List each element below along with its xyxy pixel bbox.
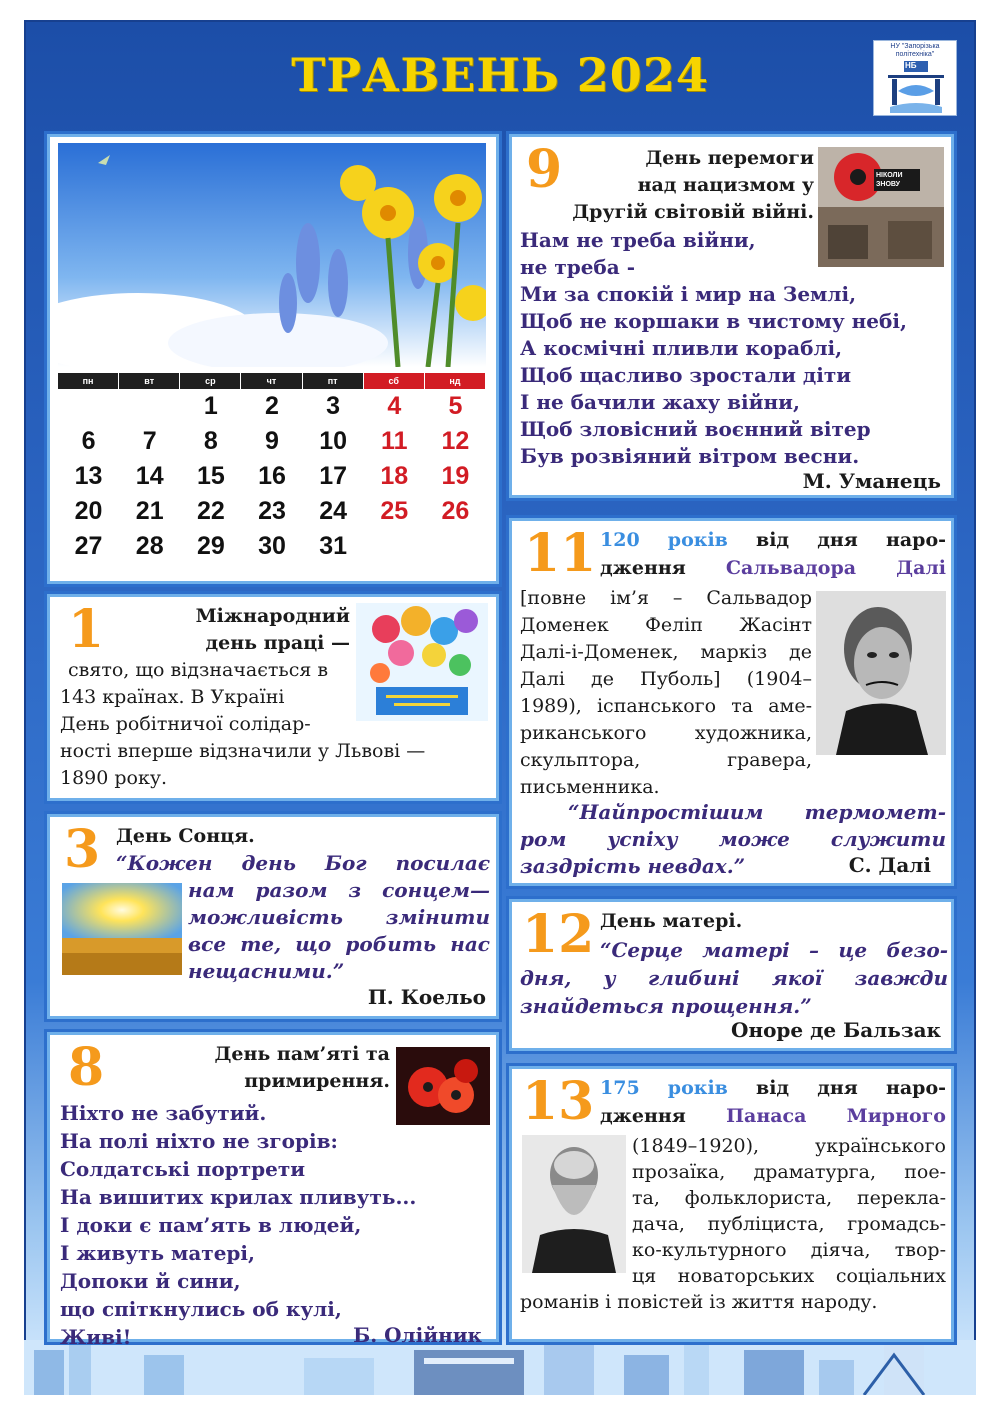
poem-line: Солдатські портрети — [60, 1157, 306, 1181]
poem-line: На вишитих крилах пливуть... — [60, 1185, 417, 1209]
calendar-day: 16 — [258, 462, 286, 490]
poem-line: І живуть матері, — [60, 1241, 255, 1265]
poem-author: Б. Олійник — [353, 1323, 482, 1347]
may13-panel — [509, 1066, 954, 1342]
event-heading — [600, 1077, 946, 1099]
calendar-panel — [47, 134, 499, 584]
quote-author: С. Далі — [848, 853, 931, 877]
poster-text: НІКОЛИ ЗНОВУ — [876, 172, 903, 188]
calendar-day: 23 — [258, 497, 286, 525]
may12-panel — [509, 899, 954, 1051]
poem-line: І не бачили жаху війни, — [520, 390, 800, 414]
calendar-day: 15 — [196, 462, 225, 490]
quote-block — [520, 936, 948, 1020]
weekday-thu: чт — [241, 373, 301, 389]
person-description — [520, 585, 812, 801]
weekday-sat: сб — [364, 373, 424, 389]
quote-line: дня, у глибині якої завжди — [520, 966, 948, 990]
poem-line: не треба - — [520, 255, 635, 279]
calendar-day: 2 — [265, 392, 279, 420]
calendar-day: 28 — [135, 532, 164, 560]
logo-mark-text: НБ — [905, 61, 917, 70]
calendar-day: 22 — [196, 497, 225, 525]
calendar-day: 31 — [319, 532, 348, 560]
calendar-day: 24 — [319, 497, 348, 525]
day-number: 11 — [524, 523, 597, 584]
heading-line: Другій світовій війні. — [572, 201, 814, 223]
may1-panel — [47, 594, 499, 801]
event-heading — [600, 529, 946, 551]
poem — [520, 227, 950, 470]
text-line: Доменек Феліп Жасінт — [520, 614, 812, 636]
text-line: дача, публіциста, громадсь- — [632, 1213, 946, 1235]
weekday-tue: вт — [119, 373, 179, 389]
calendar-day: 25 — [380, 497, 409, 525]
mirny-portrait — [522, 1135, 626, 1273]
poem-line: що спіткнулись об кулі, — [60, 1297, 342, 1321]
calendar-day — [364, 529, 425, 564]
day-number: 1 — [68, 599, 105, 660]
event-description — [60, 738, 490, 792]
text-line: романів і повістей із життя народу. — [520, 1291, 878, 1313]
poem-line: Щоб щасливо зростали діти — [520, 363, 852, 387]
calendar-day: 11 — [381, 427, 408, 455]
quote-line: заздрість невдах.” — [520, 854, 746, 878]
calendar-week — [58, 459, 486, 494]
poem — [60, 1099, 490, 1351]
balloons-flowers-image — [356, 603, 488, 721]
anniversary-years: 175 років — [600, 1077, 728, 1099]
weekday-wed: ср — [180, 373, 240, 389]
calendar-day: 13 — [74, 462, 103, 490]
event-heading — [170, 1041, 390, 1095]
event-heading: День матері. — [600, 910, 743, 932]
person-description — [520, 1263, 946, 1315]
day-number: 12 — [522, 904, 595, 965]
text-line: прозаїка, драматурга, пое- — [632, 1161, 946, 1183]
quote-line: “Найпростішим термомет- — [568, 800, 946, 824]
weekday-sun: нд — [425, 373, 485, 389]
calendar-day: 6 — [81, 427, 96, 455]
text-line: День робітничої солідар- — [60, 713, 311, 735]
event-heading — [600, 1105, 946, 1127]
text-line: (1849–1920), українського — [632, 1135, 946, 1157]
calendar-day: 29 — [196, 532, 225, 560]
quote-line: можливість змінити — [188, 905, 490, 929]
calendar-day — [119, 389, 180, 424]
heading-text: від дня наро- — [756, 529, 947, 551]
text-line: 143 країнах. В Україні — [60, 686, 285, 708]
poem-line: На полі ніхто не згорів: — [60, 1129, 338, 1153]
person-name: Панаса Мирного — [726, 1105, 946, 1127]
person-name: Сальвадора Далі — [725, 557, 946, 579]
day-number: 13 — [522, 1071, 595, 1132]
person-description — [632, 1133, 946, 1263]
quote-author: Оноре де Бальзак — [731, 1018, 941, 1042]
day-number: 9 — [526, 139, 563, 200]
anniversary-years: 120 років — [600, 529, 728, 551]
event-heading: День Сонця. — [116, 825, 255, 847]
calendar-grid — [58, 373, 486, 564]
text-line: свято, що відзначається в — [68, 659, 329, 681]
calendar-day: 5 — [448, 392, 463, 420]
quote-author: П. Коельо — [367, 985, 486, 1009]
poem-line: І доки є пам’ять в людей, — [60, 1213, 362, 1237]
calendar-day: 4 — [387, 392, 402, 420]
poem-line: Щоб не коршаки в чистому небі, — [520, 309, 907, 333]
quote-line: знайдеться прощення.” — [520, 994, 812, 1018]
text-line: письменника. — [520, 776, 660, 798]
calendar-week — [58, 389, 486, 424]
calendar-day: 17 — [319, 462, 348, 490]
text-line: Далі-і-Доменек, маркіз де — [520, 641, 812, 663]
spring-flowers-photo — [58, 143, 486, 367]
calendar-day: 8 — [203, 427, 218, 455]
text-line: Далі де Пуболь] (1904– — [520, 668, 812, 690]
calendar-day — [58, 389, 119, 424]
text-line: та, фольклориста, перекла- — [632, 1187, 946, 1209]
calendar-day: 14 — [135, 462, 164, 490]
heading-text: від дня наро- — [756, 1077, 947, 1099]
calendar-week — [58, 424, 486, 459]
event-heading — [600, 557, 946, 579]
calendar-day: 10 — [319, 427, 348, 455]
calendar-header — [58, 373, 486, 389]
day-number: 8 — [68, 1037, 105, 1098]
calendar-day: 12 — [441, 427, 470, 455]
may11-panel — [509, 518, 954, 886]
day-number: 3 — [64, 819, 101, 880]
quote-line: “Кожен день Бог посилає — [116, 851, 490, 875]
text-line: ності вперше відзначили у Львові — — [60, 740, 426, 762]
calendar-day: 20 — [74, 497, 103, 525]
text-line: 1989), іспанського та аме- — [520, 695, 812, 717]
page-title: ТРАВЕНЬ 2024 — [291, 48, 709, 102]
event-heading — [532, 145, 814, 226]
poem-line: Був розвіяний вітром весни. — [520, 444, 860, 468]
calendar-week — [58, 529, 486, 564]
weekday-mon: пн — [58, 373, 118, 389]
logo-line2: політехніка" — [895, 51, 935, 58]
calendar-day: 9 — [265, 427, 279, 455]
quote-line: ром успіху може служити — [520, 827, 946, 851]
calendar-day: 21 — [135, 497, 164, 525]
may3-panel — [47, 814, 499, 1019]
heading-text: дження — [600, 557, 686, 579]
poem-line: Ми за спокій і мир на Землі, — [520, 282, 857, 306]
poem-line: А космічні пливли кораблі, — [520, 336, 843, 360]
calendar-day: 19 — [441, 462, 470, 490]
calendar-day — [425, 529, 486, 564]
calendar-day: 26 — [441, 497, 470, 525]
poem-line: Допоки й сини, — [60, 1269, 241, 1293]
library-logo — [873, 40, 957, 116]
dali-portrait — [816, 591, 946, 755]
text-line: [повне ім’я – Сальвадор — [520, 587, 812, 609]
quote-block — [188, 877, 490, 985]
calendar-day: 3 — [326, 392, 341, 420]
calendar-week — [58, 494, 486, 529]
heading-text: дження — [600, 1105, 686, 1127]
calendar-day: 1 — [203, 392, 218, 420]
heading-line: день праці — — [205, 632, 350, 654]
heading-line: День пам’яті та — [214, 1043, 390, 1065]
weekday-fri: пт — [303, 373, 363, 389]
calendar-day: 18 — [380, 462, 409, 490]
heading-line: Міжнародний — [195, 605, 350, 627]
may9-panel — [509, 134, 954, 498]
quote-line: нам разом з сонцем— — [188, 878, 490, 902]
poem-line: Нам не треба війни, — [520, 228, 756, 252]
text-line: риканського художника, — [520, 722, 812, 744]
text-line: 1890 року. — [60, 767, 168, 789]
text-line: ко-культурного діяча, твор- — [632, 1239, 946, 1261]
quote-line: все те, що робить нас — [188, 932, 490, 956]
poem-line: Живі! — [60, 1325, 132, 1349]
calendar-day: 30 — [258, 532, 286, 560]
calendar-day: 7 — [142, 427, 157, 455]
heading-line: примирення. — [244, 1070, 390, 1092]
quote-line: нещасними.” — [188, 959, 345, 983]
poem-line: Щоб зловісний воєнний вітер — [520, 417, 871, 441]
text-line: скульптора, гравера, — [520, 749, 812, 771]
heading-line: над нацизмом у — [637, 174, 814, 196]
quote-line: “Серце матері – це безо- — [600, 938, 948, 962]
poem-author: М. Уманець — [802, 469, 941, 493]
event-heading — [160, 603, 350, 657]
poem-line: Ніхто не забутий. — [60, 1101, 267, 1125]
sunrise-field-image — [62, 883, 182, 975]
event-description — [60, 657, 360, 738]
may8-panel — [47, 1032, 499, 1349]
calendar-day: 27 — [74, 532, 103, 560]
heading-line: День перемоги — [645, 147, 814, 169]
text-line: ця новаторських соціальних — [632, 1265, 946, 1287]
logo-line1: НУ "Запорізька — [890, 43, 940, 50]
